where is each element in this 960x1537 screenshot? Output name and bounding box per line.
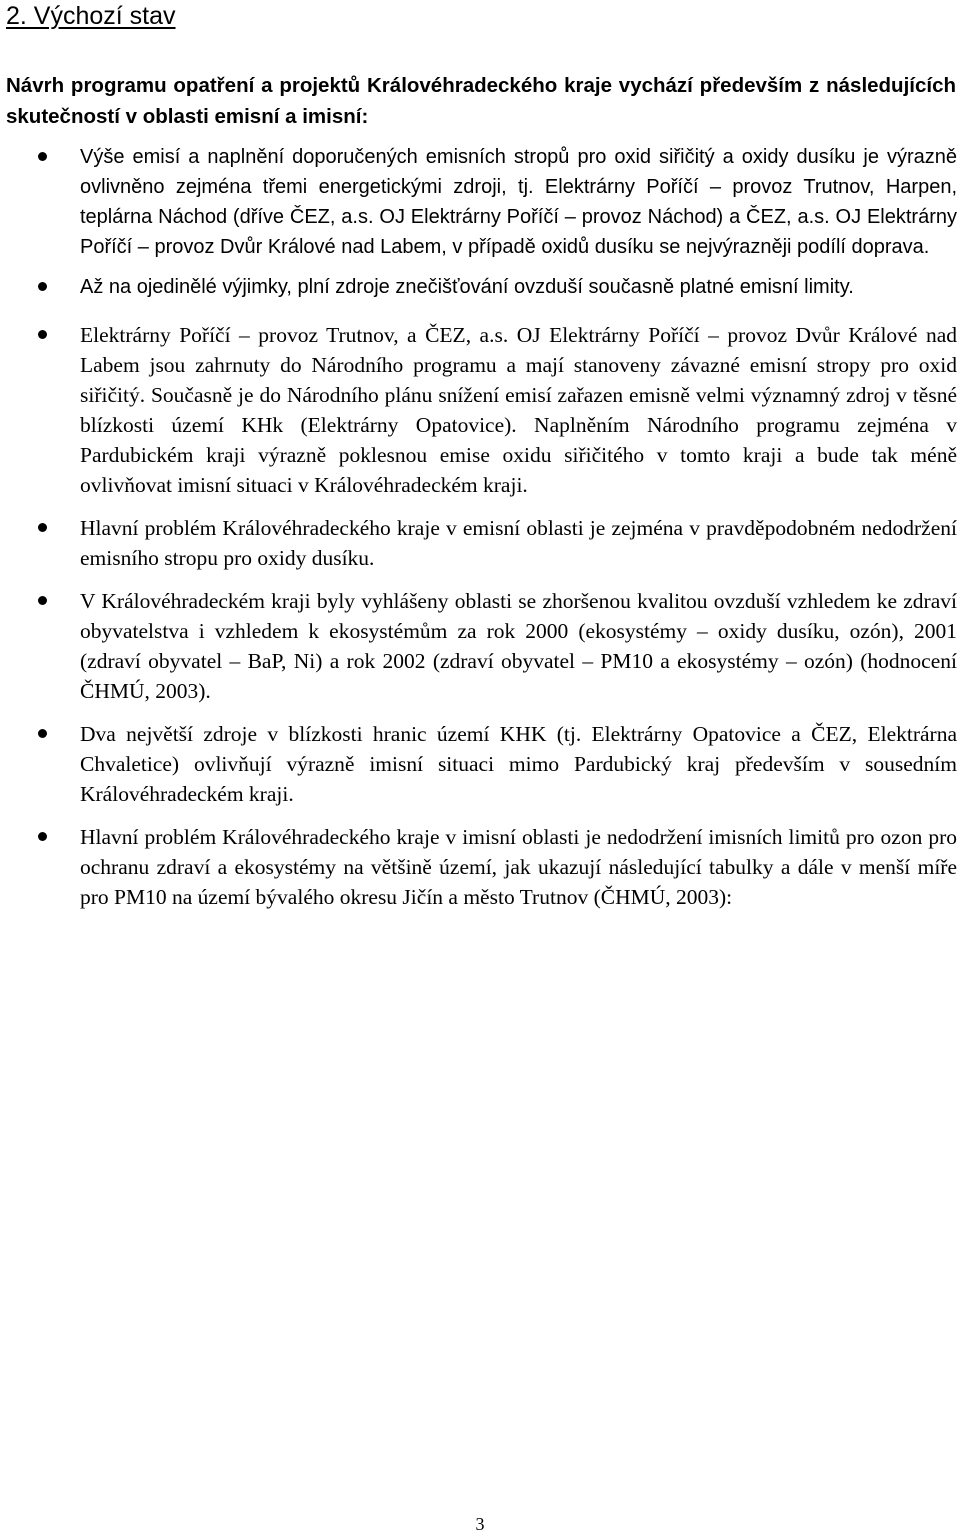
list-item [0, 320, 957, 500]
list-item [0, 586, 957, 706]
list-item [0, 142, 957, 262]
bullet-icon [38, 832, 47, 841]
list-item-text: Elektrárny Poříčí – provoz Trutnov, a ČEZ, a.s. OJ Elektrárny Poříčí – provoz Dvůr Králové nad Labem jsou zahrnuty do Národního programu a mají stanoveny závazné emisní stropy pro oxid siřičitý. Současně je do Národního plánu snížení emisí zařazen emisně velmi významný zdroj v těsné blízkosti území KHk (Elektrárny Opatovice). Naplněním Národního programu zejména v Pardubickém kraji výrazně poklesnou emise oxidu siřičitého v tomto kraji a bude tak méně ovlivňovat imisní situaci v Královéhradeckém kraji. [80, 323, 957, 497]
list-item [0, 822, 957, 912]
list-item [0, 272, 957, 302]
list-item-text: V Královéhradeckém kraji byly vyhlášeny oblasti se zhoršenou kvalitou ovzduší vzhledem ke zdraví obyvatelstva i vzhledem k ekosystémům za rok 2000 (ekosystémy – oxidy dusíku, ozón), 2001 (zdraví obyvatel – BaP, Ni) a rok 2002 (zdraví obyvatel – PM10 a ekosystémy – ozón) (hodnocení ČHMÚ, 2003). [80, 589, 957, 703]
bullet-list [0, 142, 960, 912]
page-number: 3 [475, 1514, 485, 1534]
list-item [0, 513, 957, 573]
bullet-icon [38, 729, 47, 738]
intro-paragraph: Návrh programu opatření a projektů Královéhradeckého kraje vychází především z následujících skutečností v oblasti emisní a imisní: [6, 74, 956, 128]
list-item-text: Hlavní problém Královéhradeckého kraje v imisní oblasti je nedodržení imisních limitů pro ozon pro ochranu zdraví a ekosystémy na většině území, jak ukazují následující tabulky a dále v menší míře pro PM10 na území bývalého okresu Jičín a město Trutnov (ČHMÚ, 2003): [80, 825, 957, 909]
bullet-icon [38, 152, 47, 161]
list-item-text: Dva největší zdroje v blízkosti hranic území KHK (tj. Elektrárny Opatovice a ČEZ, Elektrárna Chvaletice) ovlivňují výrazně imisní situaci mimo Pardubický kraj především v sousedním Královéhradeckém kraji. [80, 722, 957, 806]
bullet-icon [38, 523, 47, 532]
list-item-text: Výše emisí a naplnění doporučených emisních stropů pro oxid siřičitý a oxidy dusíku je výrazně ovlivněno zejména třemi energetickými zdroji, tj. Elektrárny Poříčí – provoz Trutnov, Harpen, teplárna Náchod (dříve ČEZ, a.s. OJ Elektrárny Poříčí – provoz Náchod) a ČEZ, a.s. OJ Elektrárny Poříčí – provoz Dvůr Králové nad Labem, v případě oxidů dusíku se nejvýrazněji podílí doprava. [80, 146, 957, 258]
section-heading: 2. Výchozí stav [6, 2, 176, 30]
list-item-text: Hlavní problém Královéhradeckého kraje v emisní oblasti je zejména v pravděpodobném nedodržení emisního stropu pro oxidy dusíku. [80, 516, 957, 570]
bullet-icon [38, 282, 47, 291]
list-item [0, 719, 957, 809]
bullet-icon [38, 596, 47, 605]
bullet-icon [38, 330, 47, 339]
list-item-text: Až na ojedinělé výjimky, plní zdroje znečišťování ovzduší současně platné emisní limity. [80, 276, 854, 298]
